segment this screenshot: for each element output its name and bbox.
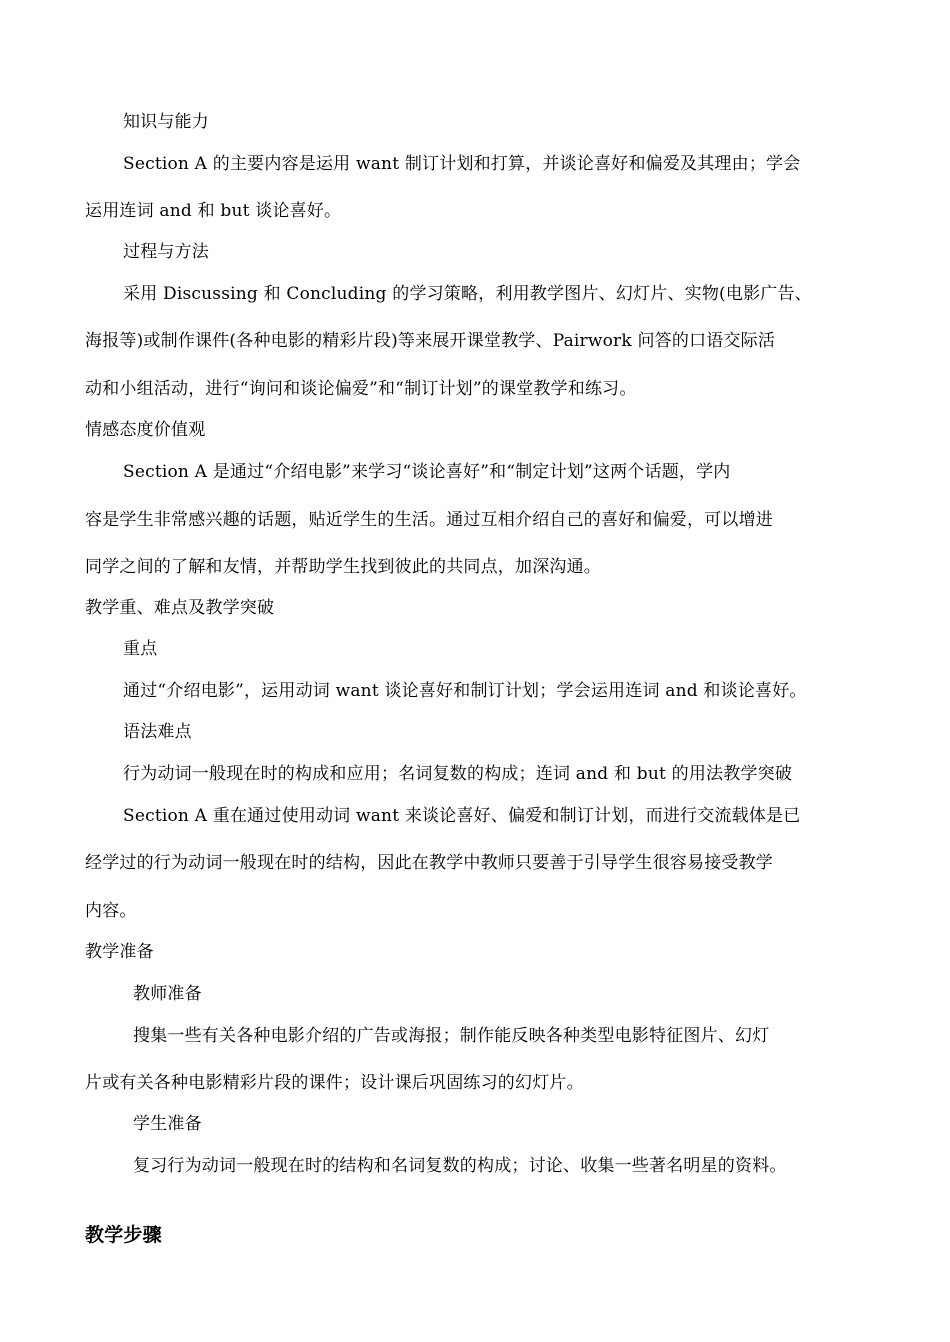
subheading-key-point: 重点: [123, 639, 158, 659]
paragraph-line: 行为动词一般现在时的构成和应用；名词复数的构成；连词 and 和 but 的用法教学突破: [123, 764, 793, 784]
subheading-teacher-preparation: 教师准备: [133, 984, 202, 1004]
paragraph-line: 容是学生非常感兴趣的话题，贴近学生的生活。通过互相介绍自己的喜好和偏爱，可以增进: [85, 510, 773, 530]
paragraph-line: Section A 重在通过使用动词 want 来谈论喜好、偏爱和制订计划，而进行交流载体是已: [123, 806, 801, 826]
heading-knowledge-ability: 知识与能力: [123, 112, 209, 132]
paragraph-line: 片或有关各种电影精彩片段的课件；设计课后巩固练习的幻灯片。: [85, 1073, 584, 1093]
heading-teaching-preparation: 教学准备: [85, 942, 154, 962]
paragraph-line: Section A 是通过“介绍电影”来学习“谈论喜好”和“制定计划”这两个话题，学内: [123, 462, 731, 482]
paragraph-line: 内容。: [85, 901, 137, 921]
paragraph-line: 采用 Discussing 和 Concluding 的学习策略，利用教学图片、幻灯片、实物(电影广告、: [123, 284, 812, 304]
heading-teaching-steps: 教学步骤: [85, 1224, 162, 1246]
paragraph-line: 通过“介绍电影”，运用动词 want 谈论喜好和制订计划；学会运用连词 and 和谈论喜好。: [123, 681, 807, 701]
heading-process-method: 过程与方法: [123, 242, 209, 262]
subheading-grammar-difficulty: 语法难点: [123, 722, 192, 742]
paragraph-line: 经学过的行为动词一般现在时的结构，因此在教学中教师只要善于引导学生很容易接受教学: [85, 853, 773, 873]
paragraph-line: 运用连词 and 和 but 谈论喜好。: [85, 201, 342, 221]
paragraph-line: 同学之间的了解和友情，并帮助学生找到彼此的共同点，加深沟通。: [85, 557, 601, 577]
heading-emotion-values: 情感态度价值观: [85, 420, 206, 440]
paragraph-line: 复习行为动词一般现在时的结构和名词复数的构成；讨论、收集一些著名明星的资料。: [133, 1156, 787, 1176]
heading-key-difficult-points: 教学重、难点及教学突破: [85, 598, 275, 618]
subheading-student-preparation: 学生准备: [133, 1114, 202, 1134]
paragraph-line: 动和小组活动，进行“询问和谈论偏爱”和“制订计划”的课堂教学和练习。: [85, 379, 637, 399]
paragraph-line: 搜集一些有关各种电影介绍的广告或海报；制作能反映各种类型电影特征图片、幻灯: [133, 1026, 770, 1046]
paragraph-line: Section A 的主要内容是运用 want 制订计划和打算，并谈论喜好和偏爱及其理由；学会: [123, 154, 801, 174]
paragraph-line: 海报等)或制作课件(各种电影的精彩片段)等来展开课堂教学、Pairwork 问答的口语交际活: [85, 331, 776, 351]
